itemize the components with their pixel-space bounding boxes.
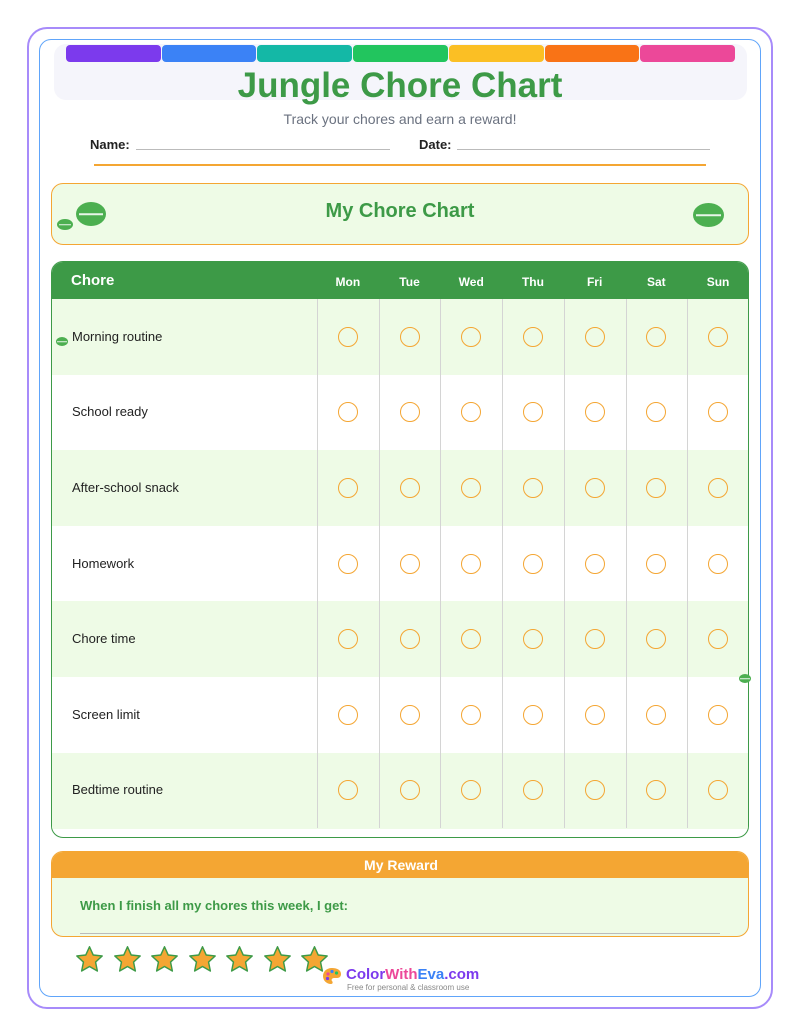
checkbox-circle[interactable] bbox=[585, 478, 605, 498]
checkbox-circle[interactable] bbox=[646, 327, 666, 347]
checkbox-circle[interactable] bbox=[400, 554, 420, 574]
checkbox-circle[interactable] bbox=[523, 705, 543, 725]
star-icon bbox=[225, 945, 254, 974]
checkbox-circle[interactable] bbox=[708, 780, 728, 800]
checkbox-circle[interactable] bbox=[400, 327, 420, 347]
rainbow-segment bbox=[353, 45, 448, 62]
checkbox-circle[interactable] bbox=[646, 554, 666, 574]
checkbox-circle[interactable] bbox=[585, 629, 605, 649]
table-row bbox=[52, 753, 749, 829]
checkbox-circle[interactable] bbox=[400, 629, 420, 649]
checkbox-circle[interactable] bbox=[585, 780, 605, 800]
checkbox-circle[interactable] bbox=[338, 705, 358, 725]
checkbox-circle[interactable] bbox=[400, 478, 420, 498]
day-header-fri: Fri bbox=[586, 275, 603, 289]
rainbow-segment bbox=[449, 45, 544, 62]
rainbow-bar bbox=[66, 45, 736, 62]
leaf-icon bbox=[693, 203, 724, 227]
column-divider bbox=[687, 299, 688, 828]
column-divider bbox=[564, 299, 565, 828]
checkbox-circle[interactable] bbox=[461, 478, 481, 498]
reward-title: My Reward bbox=[52, 852, 749, 878]
checkbox-circle[interactable] bbox=[523, 780, 543, 800]
chore-label: Chore time bbox=[72, 631, 136, 647]
name-label: Name: bbox=[90, 137, 130, 152]
checkbox-circle[interactable] bbox=[400, 780, 420, 800]
checkbox-circle[interactable] bbox=[338, 327, 358, 347]
day-header-thu: Thu bbox=[521, 275, 544, 289]
checkbox-circle[interactable] bbox=[338, 780, 358, 800]
page-title: Jungle Chore Chart bbox=[237, 66, 563, 105]
table-row bbox=[52, 375, 749, 451]
rainbow-segment bbox=[545, 45, 640, 62]
chore-label: School ready bbox=[72, 404, 148, 420]
chore-label: Bedtime routine bbox=[72, 782, 164, 798]
table-row bbox=[52, 601, 749, 677]
checkbox-circle[interactable] bbox=[646, 629, 666, 649]
column-divider bbox=[440, 299, 441, 828]
star-icon bbox=[188, 945, 217, 974]
divider bbox=[94, 164, 706, 166]
star-icon bbox=[113, 945, 142, 974]
star-icon bbox=[150, 945, 179, 974]
checkbox-circle[interactable] bbox=[708, 327, 728, 347]
leaf-icon bbox=[739, 674, 751, 683]
checkbox-circle[interactable] bbox=[338, 554, 358, 574]
reward-prompt: When I finish all my chores this week, I get: bbox=[80, 898, 349, 913]
chore-label: Morning routine bbox=[72, 328, 163, 344]
checkbox-circle[interactable] bbox=[585, 554, 605, 574]
rainbow-segment bbox=[66, 45, 161, 62]
day-header-tue: Tue bbox=[399, 275, 420, 289]
checkbox-circle[interactable] bbox=[708, 554, 728, 574]
column-divider bbox=[379, 299, 380, 828]
checkbox-circle[interactable] bbox=[523, 402, 543, 422]
checkbox-circle[interactable] bbox=[708, 629, 728, 649]
palette-icon bbox=[322, 966, 342, 986]
checkbox-circle[interactable] bbox=[461, 780, 481, 800]
checkbox-circle[interactable] bbox=[400, 402, 420, 422]
checkbox-circle[interactable] bbox=[646, 402, 666, 422]
checkbox-circle[interactable] bbox=[338, 478, 358, 498]
brand-tagline: Free for personal & classroom use bbox=[347, 983, 470, 992]
leaf-icon bbox=[76, 202, 106, 226]
leaf-icon bbox=[57, 219, 73, 230]
chore-label: Screen limit bbox=[72, 706, 140, 722]
day-header-mon: Mon bbox=[335, 275, 361, 289]
checkbox-circle[interactable] bbox=[461, 327, 481, 347]
brand-name: ColorWithEva.com bbox=[346, 966, 480, 983]
checkbox-circle[interactable] bbox=[708, 705, 728, 725]
name-field[interactable] bbox=[136, 149, 390, 150]
table-row bbox=[52, 677, 749, 753]
checkbox-circle[interactable] bbox=[523, 327, 543, 347]
checkbox-circle[interactable] bbox=[585, 705, 605, 725]
checkbox-circle[interactable] bbox=[646, 780, 666, 800]
checkbox-circle[interactable] bbox=[461, 705, 481, 725]
checkbox-circle[interactable] bbox=[461, 402, 481, 422]
rainbow-segment bbox=[162, 45, 257, 62]
reward-card bbox=[51, 851, 749, 937]
checkbox-circle[interactable] bbox=[585, 402, 605, 422]
page-subtitle: Track your chores and earn a reward! bbox=[283, 111, 517, 127]
table-row bbox=[52, 299, 749, 375]
day-header-wed: Wed bbox=[458, 275, 484, 289]
table-row bbox=[52, 526, 749, 602]
date-label: Date: bbox=[419, 137, 452, 152]
chore-label: After-school snack bbox=[72, 479, 179, 495]
reward-field[interactable] bbox=[80, 933, 720, 934]
chore-table bbox=[51, 261, 749, 838]
column-divider bbox=[502, 299, 503, 828]
rainbow-segment bbox=[640, 45, 735, 62]
star-icon bbox=[75, 945, 104, 974]
chore-column-header: Chore bbox=[71, 272, 115, 289]
day-header-sun: Sun bbox=[706, 275, 730, 289]
checkbox-circle[interactable] bbox=[461, 629, 481, 649]
checkbox-circle[interactable] bbox=[708, 478, 728, 498]
chore-label: Homework bbox=[72, 555, 135, 571]
star-row bbox=[75, 945, 338, 974]
checkbox-circle[interactable] bbox=[461, 554, 481, 574]
checkbox-circle[interactable] bbox=[338, 629, 358, 649]
table-header bbox=[52, 262, 749, 299]
checkbox-circle[interactable] bbox=[646, 705, 666, 725]
table-row bbox=[52, 450, 749, 526]
checkbox-circle[interactable] bbox=[523, 478, 543, 498]
checkbox-circle[interactable] bbox=[523, 629, 543, 649]
column-divider bbox=[317, 299, 318, 828]
checkbox-circle[interactable] bbox=[400, 705, 420, 725]
checkbox-circle[interactable] bbox=[646, 478, 666, 498]
day-header-sat: Sat bbox=[647, 275, 666, 289]
section-title: My Chore Chart bbox=[325, 200, 475, 222]
column-divider bbox=[626, 299, 627, 828]
checkbox-circle[interactable] bbox=[523, 554, 543, 574]
checkbox-circle[interactable] bbox=[338, 402, 358, 422]
checkbox-circle[interactable] bbox=[708, 402, 728, 422]
leaf-icon bbox=[56, 337, 68, 346]
star-icon bbox=[263, 945, 292, 974]
rainbow-segment bbox=[257, 45, 352, 62]
date-field[interactable] bbox=[457, 149, 710, 150]
checkbox-circle[interactable] bbox=[585, 327, 605, 347]
